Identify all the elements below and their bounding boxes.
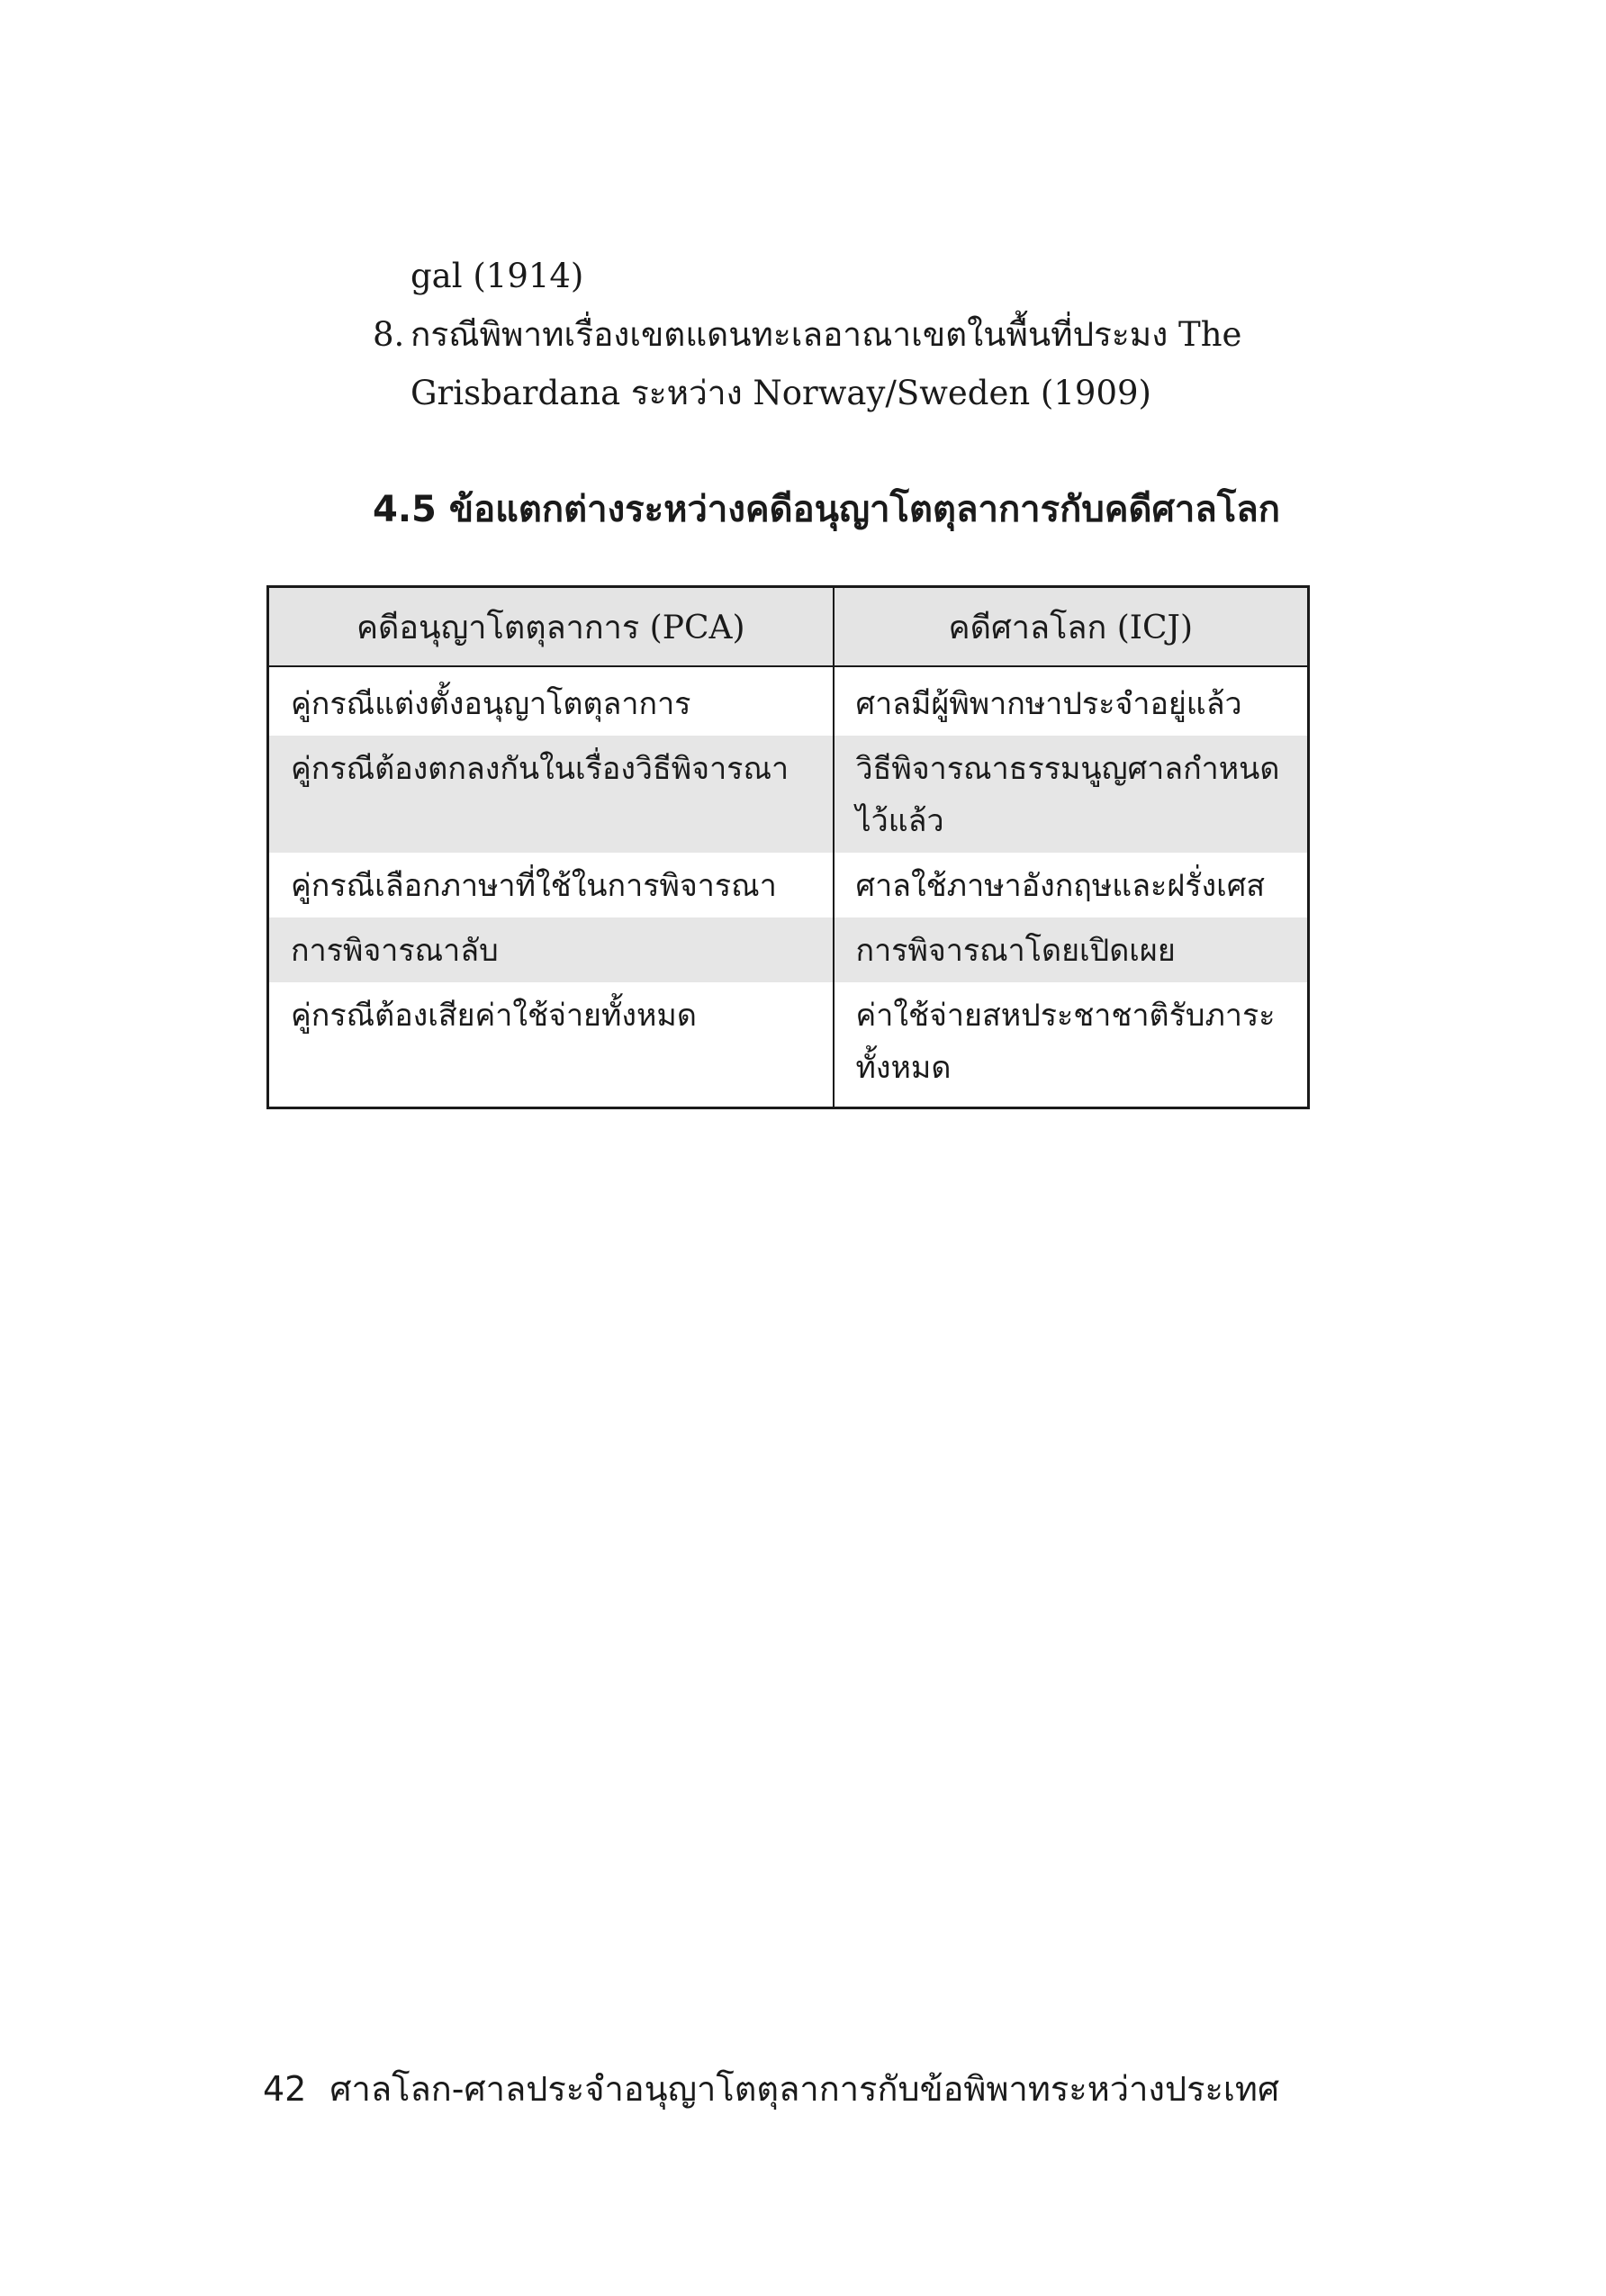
section-heading: 4.5 ข้อแตกต่างระหว่างคดีอนุญาโตตุลาการกับคดีศาลโลก <box>373 489 1281 530</box>
list-item-number: 8. <box>373 315 405 354</box>
body-text-line: gal (1914) <box>411 257 584 295</box>
table-cell: คู่กรณีเลือกภาษาที่ใช้ในการพิจารณา <box>268 853 834 917</box>
table-header-row <box>268 587 1309 667</box>
page-number: 42 <box>263 2069 307 2109</box>
table-cell: การพิจารณาลับ <box>268 917 834 982</box>
comparison-table <box>266 585 1310 1109</box>
table-cell: การพิจารณาโดยเปิดเผย <box>834 917 1309 982</box>
table-cell: ค่าใช้จ่ายสหประชาชาติรับภาระทั้งหมด <box>834 982 1309 1108</box>
list-item-8-continuation: Grisbardana ระหว่าง Norway/Sweden (1909) <box>411 374 1151 412</box>
table-cell: คู่กรณีต้องเสียค่าใช้จ่ายทั้งหมด <box>268 982 834 1108</box>
table-cell: ศาลใช้ภาษาอังกฤษและฝรั่งเศส <box>834 853 1309 917</box>
table-row <box>268 736 1309 853</box>
table-cell: วิธีพิจารณาธรรมนูญศาลกำหนดไว้แล้ว <box>834 736 1309 853</box>
list-item-text: กรณีพิพาทเรื่องเขตแดนทะเลอาณาเขตในพื้นที่ประมง The <box>411 315 1242 354</box>
table-row <box>268 917 1309 982</box>
table-cell: คู่กรณีแต่งตั้งอนุญาโตตุลาการ <box>268 666 834 736</box>
running-title: ศาลโลก-ศาลประจำอนุญาโตตุลาการกับข้อพิพาทระหว่างประเทศ <box>329 2069 1280 2109</box>
table-row <box>268 853 1309 917</box>
list-item-8 <box>373 312 1305 357</box>
table-cell: ศาลมีผู้พิพากษาประจำอยู่แล้ว <box>834 666 1309 736</box>
table-cell: คู่กรณีต้องตกลงกันในเรื่องวิธีพิจารณา <box>268 736 834 853</box>
page-footer <box>263 2065 1279 2112</box>
table-row <box>268 666 1309 736</box>
column-header-icj: คดีศาลโลก (ICJ) <box>834 587 1309 667</box>
column-header-pca: คดีอนุญาโตตุลาการ (PCA) <box>268 587 834 667</box>
table-row <box>268 982 1309 1108</box>
